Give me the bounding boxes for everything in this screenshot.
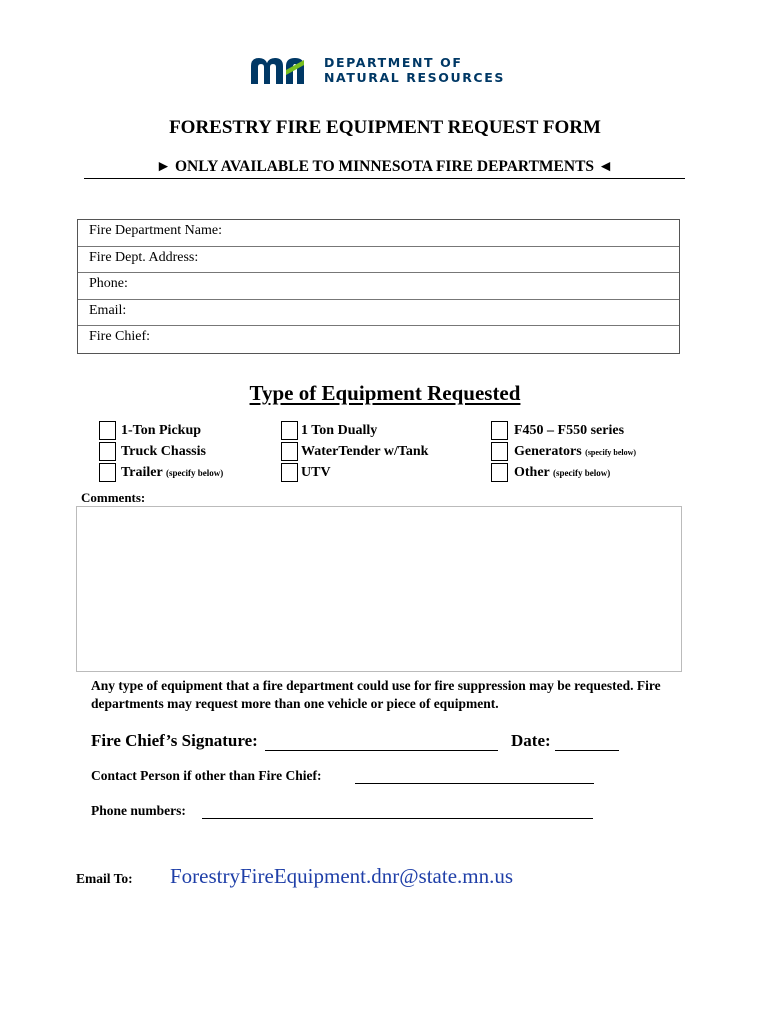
signature-label: Fire Chief’s Signature: xyxy=(91,731,258,750)
option-label xyxy=(121,422,201,440)
phone-numbers-line[interactable] xyxy=(202,803,593,819)
dnr-logo xyxy=(248,54,528,88)
date-label: Date: xyxy=(511,731,551,750)
option-text: 1-Ton Pickup xyxy=(121,423,202,438)
contact-person-label: Contact Person if other than Fire Chief: xyxy=(91,768,322,783)
option-label xyxy=(514,464,610,482)
comments-label: Comments: xyxy=(81,490,146,505)
equipment-heading xyxy=(0,381,770,406)
availability-notice: ► ONLY AVAILABLE TO MINNESOTA FIRE DEPARTMENTS ◄ xyxy=(84,156,685,179)
checkbox-generators[interactable] xyxy=(491,442,508,461)
checkbox-utv[interactable] xyxy=(281,463,298,482)
option-label xyxy=(514,422,624,440)
logo-line-1: DEPARTMENT OF xyxy=(324,55,463,70)
specify-note: (specify below) xyxy=(585,448,637,457)
option-label xyxy=(301,422,377,440)
equipment-note: Any type of equipment that a fire department could use for fire suppression may be requested. Fire departments may request more than one vehicle or piece of equipment. xyxy=(91,678,661,711)
department-info-table xyxy=(77,219,680,354)
info-row-fire-chief[interactable]: Fire Chief: xyxy=(89,329,151,344)
checkbox-1-ton-dually[interactable] xyxy=(281,421,298,440)
option-text: Truck Chassis xyxy=(121,444,206,459)
option-label xyxy=(301,443,428,461)
option-text: UTV xyxy=(301,465,331,480)
checkbox-water-tender[interactable] xyxy=(281,442,298,461)
mn-logo-icon xyxy=(248,56,318,84)
checkbox-trailer[interactable] xyxy=(99,463,116,482)
option-text: Trailer xyxy=(121,465,163,480)
info-row-phone[interactable]: Phone: xyxy=(78,273,679,300)
specify-note: (specify below) xyxy=(553,468,611,478)
checkbox-1-ton-pickup[interactable] xyxy=(99,421,116,440)
checkbox-other[interactable] xyxy=(491,463,508,482)
checkbox-f450-f550[interactable] xyxy=(491,421,508,440)
logo-line-2: NATURAL RESOURCES xyxy=(324,70,505,85)
info-row-email[interactable]: Email: xyxy=(78,300,679,327)
checkbox-truck-chassis[interactable] xyxy=(99,442,116,461)
email-to-label: Email To: xyxy=(76,871,133,886)
equipment-heading-text: Type of Equipment Requested xyxy=(249,381,521,405)
option-label xyxy=(121,443,206,461)
option-label xyxy=(514,443,636,462)
signature-line[interactable] xyxy=(265,732,498,751)
form-title: FORESTRY FIRE EQUIPMENT REQUEST FORM xyxy=(169,117,601,138)
option-text: Other xyxy=(514,465,550,480)
date-line[interactable] xyxy=(555,732,619,751)
contact-person-line[interactable] xyxy=(355,768,594,784)
comments-textarea[interactable] xyxy=(76,506,682,672)
info-row-department-name[interactable]: Fire Department Name: xyxy=(78,220,679,247)
email-link[interactable]: ForestryFireEquipment.dnr@state.mn.us xyxy=(170,864,514,888)
option-text: F450 – F550 series xyxy=(514,423,625,438)
info-row-address[interactable]: Fire Dept. Address: xyxy=(78,247,679,274)
phone-numbers-label: Phone numbers: xyxy=(91,803,186,818)
option-label xyxy=(121,464,223,482)
option-text: 1 Ton Dually xyxy=(301,423,378,438)
option-text: WaterTender w/Tank xyxy=(301,444,429,459)
option-text: Generators xyxy=(514,444,582,459)
specify-note: (specify below) xyxy=(165,468,224,478)
option-label xyxy=(301,464,331,482)
